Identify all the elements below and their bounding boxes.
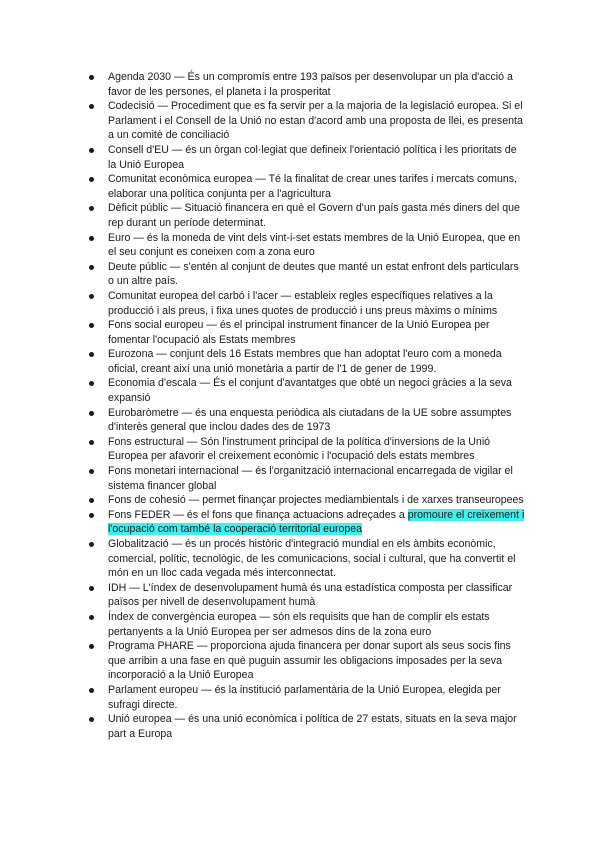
glossary-entry bbox=[86, 260, 526, 289]
glossary-entry bbox=[86, 318, 526, 347]
bullet-icon bbox=[89, 206, 94, 211]
glossary-entry bbox=[86, 581, 526, 610]
glossary-entry-text: Comunitat econòmica europea — Té la finalitat de crear unes tarifes i mercats comuns, elaborar una política conjunta per a l'agricultura bbox=[108, 173, 518, 200]
glossary-entry-text: Fons monetari internacional — és l'organització internacional encarregada de vigilar el sistema financer global bbox=[108, 465, 513, 492]
glossary-entry bbox=[86, 639, 526, 683]
glossary-entry-text: Programa PHARE — proporciona ajuda financera per donar suport als seus socis fins que arribin a una fase en què puguin assumir les obligacions imposades per la seva incorporació a la Unió Europea bbox=[108, 640, 511, 682]
glossary-entry bbox=[86, 289, 526, 318]
bullet-icon bbox=[89, 440, 94, 445]
bullet-icon bbox=[89, 381, 94, 386]
bullet-icon bbox=[89, 717, 94, 722]
glossary-entry-text: Unió europea — és una unió econòmica i política de 27 estats, situats en la seva major part a Europa bbox=[108, 713, 517, 740]
bullet-icon bbox=[89, 411, 94, 416]
glossary-entry bbox=[86, 99, 526, 143]
glossary-entry bbox=[86, 508, 526, 537]
glossary-entry-text: Consell d'EU — és un òrgan col·legiat que defineix l'orientació política i les prioritats de la Unió Europea bbox=[108, 143, 517, 171]
bullet-icon bbox=[89, 498, 94, 503]
glossary-entry bbox=[86, 376, 526, 405]
glossary-entry-text: Deute públic — s'entén al conjunt de deutes que manté un estat enfront dels particulars o un altre país. bbox=[108, 260, 519, 288]
glossary-entry bbox=[86, 493, 526, 508]
bullet-icon bbox=[89, 177, 94, 182]
bullet-icon bbox=[89, 542, 94, 547]
glossary-entry-text: Euro — és la moneda de vint dels vint-i-set estats membres de la Unió Europea, que en el seu conjunt es coneixen com a zona euro bbox=[108, 231, 521, 259]
glossary-entry-text: Economia d'escala — És el conjunt d'avantatges que obté un negoci gràcies a la seva expansió bbox=[108, 377, 512, 405]
glossary-entry bbox=[86, 143, 526, 172]
glossary-entry bbox=[86, 347, 526, 376]
glossary-entry-text: Dèficit públic — Situació financera en què el Govern d'un país gasta més diners del que rep durant un període determinat. bbox=[108, 202, 520, 229]
bullet-icon bbox=[89, 469, 94, 474]
glossary-list bbox=[86, 70, 526, 741]
glossary-entry-text: Comunitat europea del carbó i l'acer — estableix regles específiques relatives a la producció i als preus, i fixa unes quotes de producció i uns preus màxims o mínims bbox=[108, 289, 498, 317]
glossary-entry bbox=[86, 610, 526, 639]
glossary-entry bbox=[86, 712, 526, 741]
bullet-icon bbox=[89, 644, 94, 649]
glossary-entry bbox=[86, 172, 526, 201]
bullet-icon bbox=[89, 352, 94, 357]
glossary-entry bbox=[86, 683, 526, 712]
bullet-icon bbox=[89, 513, 94, 518]
bullet-icon bbox=[89, 104, 94, 109]
glossary-entry bbox=[86, 201, 526, 230]
bullet-icon bbox=[89, 586, 94, 591]
glossary-entry-text: Parlament europeu — és la institució parlamentària de la Unió Europea, elegida per sufragi directe. bbox=[108, 683, 501, 711]
bullet-icon bbox=[89, 615, 94, 620]
glossary-entry-text: Fons social europeu — és el principal instrument financer de la Unió Europea per fomentar l'ocupació als Estats membres bbox=[108, 319, 490, 346]
bullet-icon bbox=[89, 75, 94, 80]
bullet-icon bbox=[89, 294, 94, 299]
bullet-icon bbox=[89, 323, 94, 328]
glossary-entry-text: Agenda 2030 — És un compromís entre 193 països per desenvolupar un pla d'acció a favor de les persones, el planeta i la prosperitat bbox=[108, 71, 513, 98]
glossary-entry bbox=[86, 464, 526, 493]
glossary-entry-text: Eurobaròmetre — és una enquesta periòdica als ciutadans de la UE sobre assumptes d'interès general que inclou dades des de 1973 bbox=[108, 406, 512, 434]
bullet-icon bbox=[89, 236, 94, 241]
glossary-entry-text: Globalització — és un procés històric d'integració mundial en els àmbits econòmic, comercial, polític, tecnològic, de les comunicacions, social i cultural, que ha convertit el món en un lloc cada vegada més interconnectat. bbox=[108, 538, 516, 580]
glossary-entry-text: Fons de cohesió — permet finançar projectes mediambientals i de xarxes transeuropees bbox=[108, 494, 524, 507]
bullet-icon bbox=[89, 265, 94, 270]
glossary-entry bbox=[86, 435, 526, 464]
glossary-entry bbox=[86, 231, 526, 260]
glossary-entry-text: IDH — L'índex de desenvolupament humà és una estadística composta per classificar països per nivell de desenvolupament humà bbox=[108, 581, 513, 609]
glossary-entry-text: Eurozona — conjunt dels 16 Estats membres que han adoptat l'euro com a moneda oficial, creant així una unió monetària a partir de l'1 de gener de 1999. bbox=[108, 348, 502, 375]
glossary-entry-text: Fons FEDER — és el fons que finança actuacions adreçades a bbox=[108, 508, 408, 521]
glossary-entry-text: Fons estructural — Són l'instrument principal de la política d'inversions de la Unió Europea per afavorir el creixement econòmic i l'ocupació dels estats membres bbox=[108, 435, 491, 463]
glossary-entry-text: Codecisió — Procediment que es fa servir per a la majoria de la legislació europea. Si el Parlament i el Consell de la Unió no estan d'acord amb una proposta de llei, es presenta a un comitè de conciliació bbox=[108, 100, 523, 142]
glossary-entry-text: Índex de convergència europea — són els requisits que han de complir els estats pertanyents a la Unió Europea per ser admesos dins de la zona euro bbox=[108, 610, 490, 638]
bullet-icon bbox=[89, 688, 94, 693]
glossary-entry bbox=[86, 537, 526, 581]
highlighted-text: promoure el creixement i l'ocupació com també la cooperació territorial europea bbox=[108, 508, 525, 536]
glossary-entry bbox=[86, 70, 526, 99]
bullet-icon bbox=[89, 148, 94, 153]
glossary-entry bbox=[86, 406, 526, 435]
